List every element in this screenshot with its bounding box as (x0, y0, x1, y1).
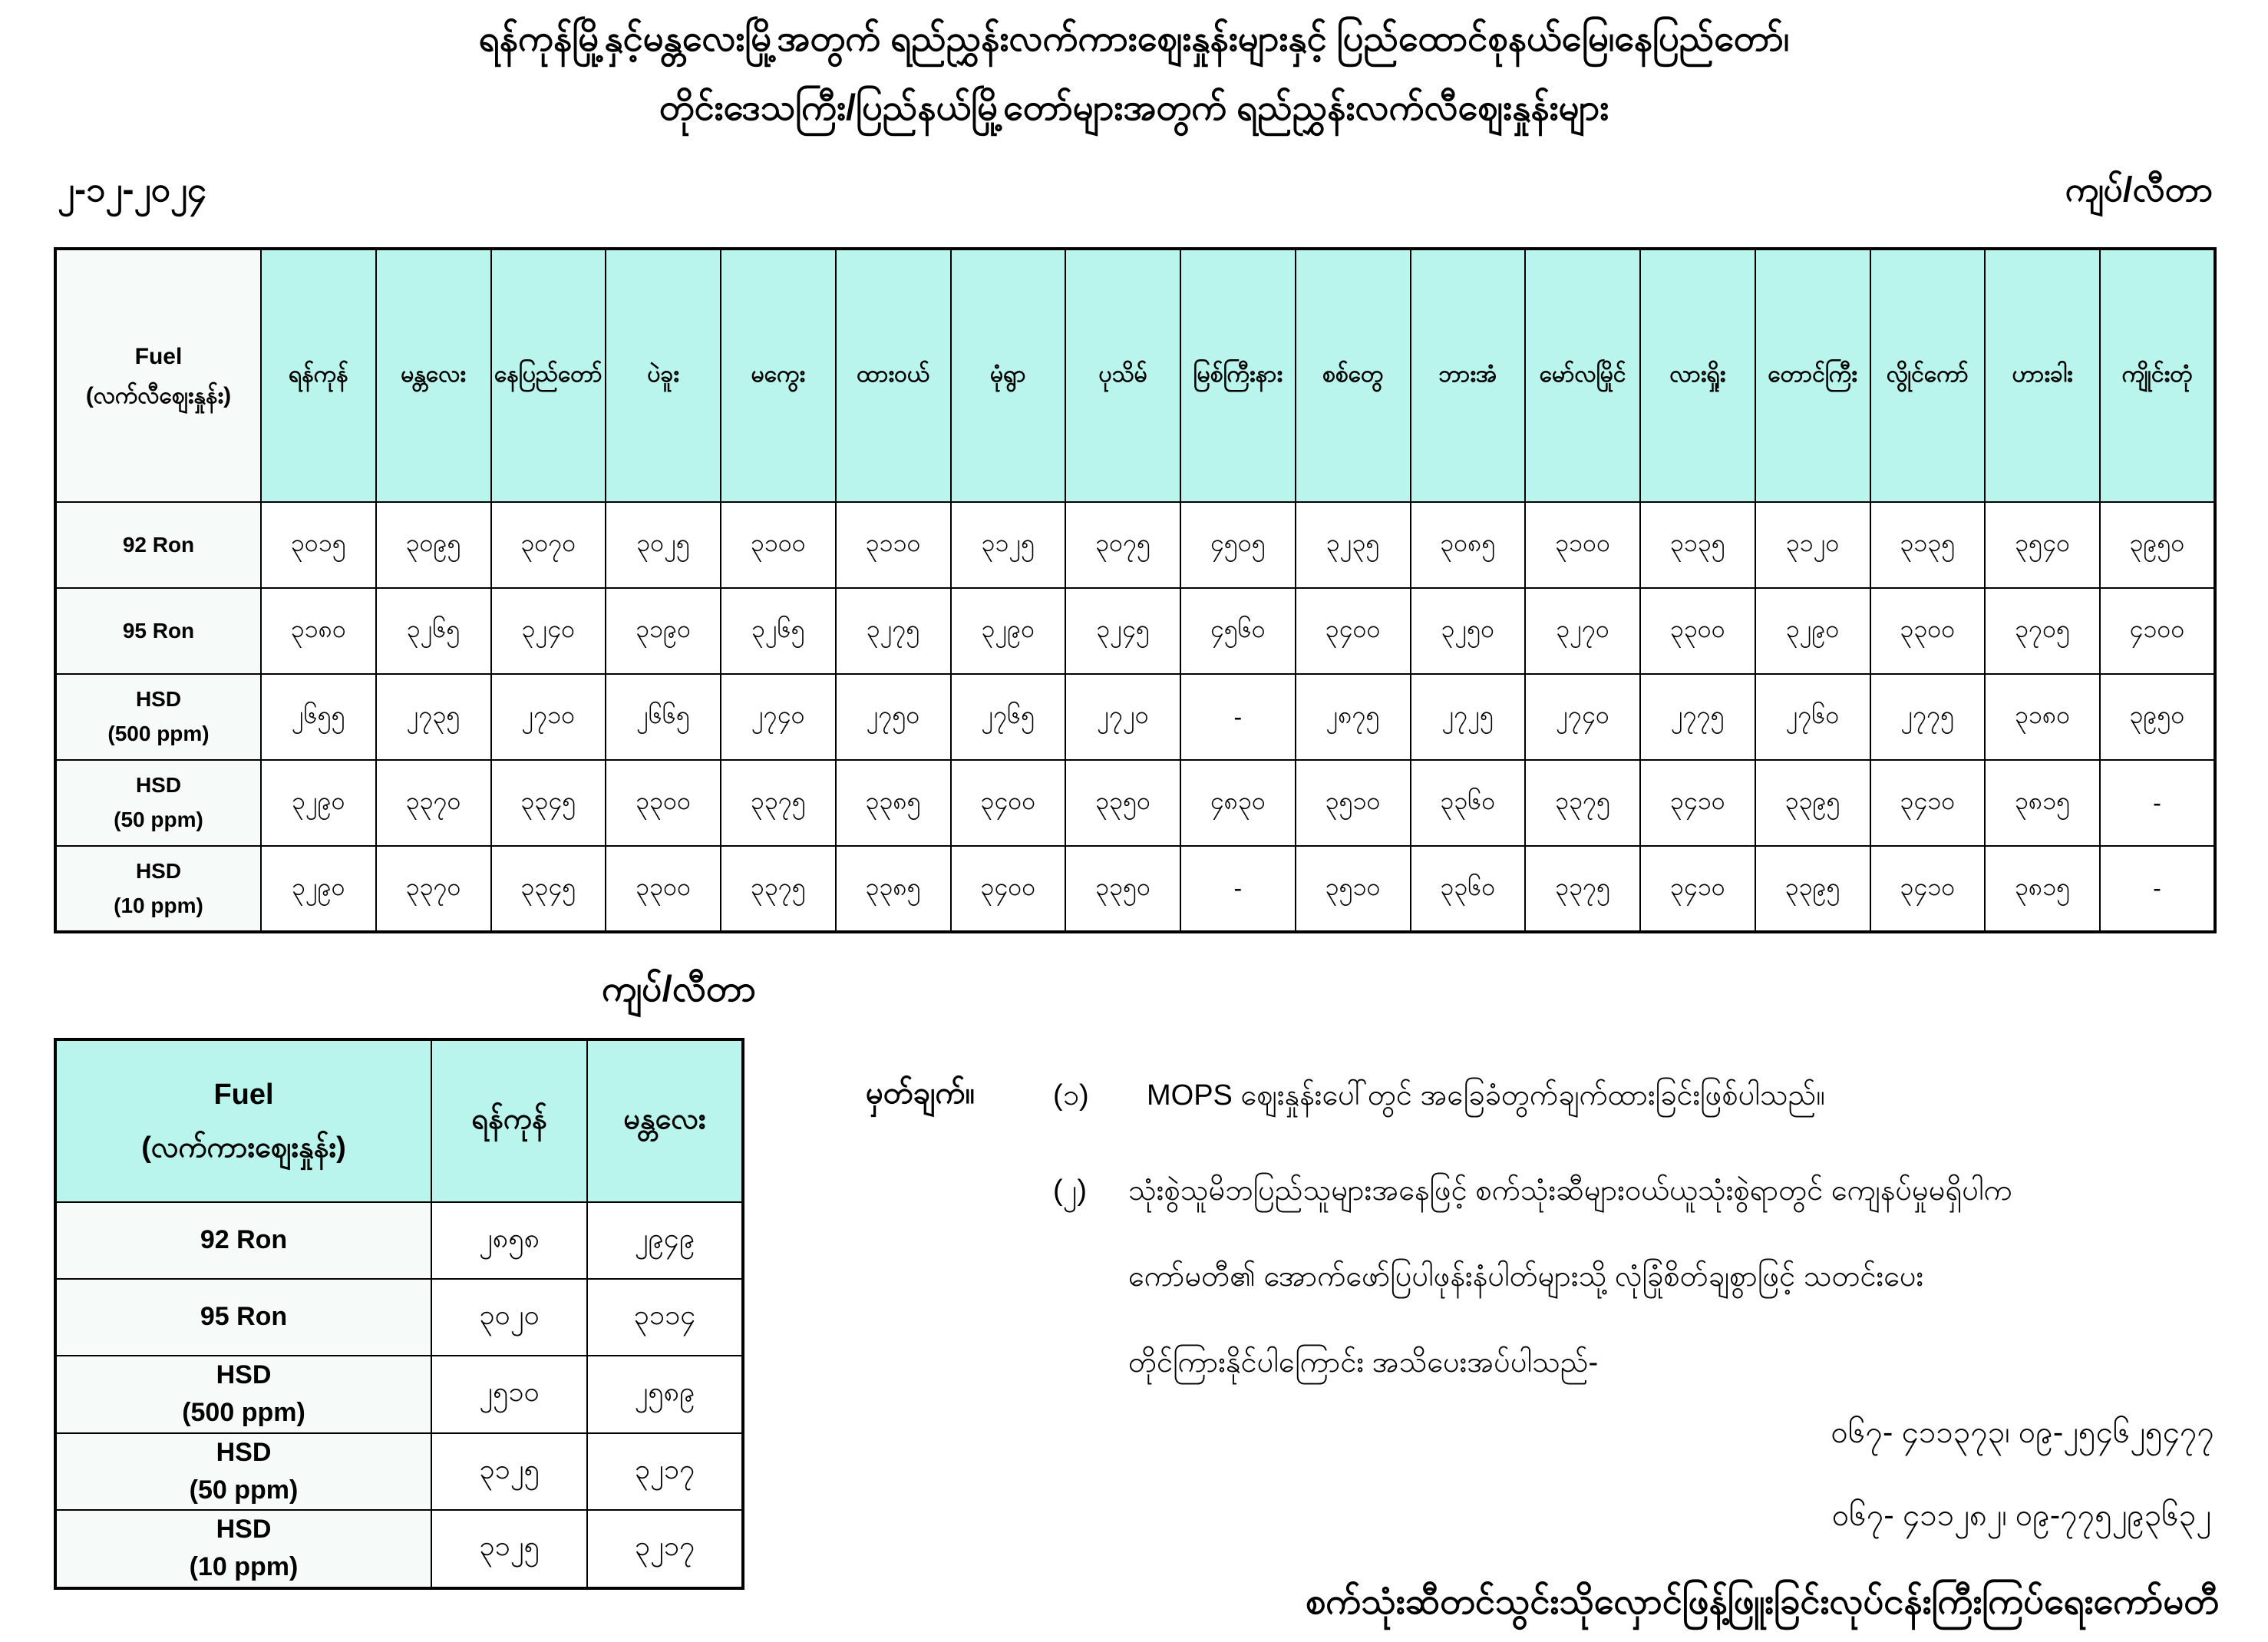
price-cell: ၃၂၉၀ (951, 588, 1066, 674)
city-column-header: မော်လမြိုင် (1525, 249, 1640, 502)
price-cell: ၃၅၁၀ (1296, 846, 1411, 932)
price-cell: ၃၀၈၅ (1411, 502, 1526, 588)
price-cell: ၃၀၂၀ (431, 1279, 587, 1356)
note-1-number: (၁) (1053, 1079, 1089, 1112)
contact-phone-line2: ၀၆၇- ၄၁၁၂၈၂၊ ၀၉-၇၇၅၂၉၃၆၃၂ (1831, 1498, 2211, 1532)
price-cell: ၃၅၄၀ (1985, 502, 2100, 588)
retail-table-body (55, 502, 2215, 932)
note-2-text-line1: သုံးစွဲသူမိဘပြည်သူများအနေဖြင့် စက်သုံးဆီများဝယ်ယူသုံးစွဲရာတွင် ကျေနပ်မှုမရှိပါက (1128, 1175, 2012, 1207)
price-cell: ၄၁၀၀ (2100, 588, 2215, 674)
price-cell: ၃၃၅၀ (1065, 846, 1180, 932)
price-cell: ၄၈၃၀ (1180, 760, 1296, 846)
price-cell: - (1180, 674, 1296, 760)
price-cell: ၃၁၈၀ (261, 588, 376, 674)
fuel-price-row (55, 674, 2215, 760)
price-cell: ၂၇၂၀ (1065, 674, 1180, 760)
price-cell: ၃၅၁၀ (1296, 760, 1411, 846)
price-cell: ၂၇၆၀ (1755, 674, 1870, 760)
price-cell: ၃၃၇၅ (1525, 846, 1640, 932)
notes-heading: မှတ်ချက်။ (866, 1076, 975, 1110)
price-cell: ၃၁၂၅ (431, 1433, 587, 1511)
fuel-column-header (55, 249, 261, 502)
city-column-header: ထားဝယ် (836, 249, 951, 502)
retail-price-table (54, 247, 2217, 933)
unit-label-kyat-per-liter: ကျပ်/လီတာ (2065, 170, 2213, 209)
fuel-header-en: Fuel (134, 343, 183, 369)
fuel-column-header (55, 1039, 431, 1202)
price-cell: ၂၇၇၅ (1870, 674, 1986, 760)
fuel-type-label: HSD (500 ppm) (55, 674, 261, 760)
fuel-price-row (55, 1202, 743, 1279)
price-cell: ၃၃၀၀ (1870, 588, 1986, 674)
price-cell: ၂၆၅၅ (261, 674, 376, 760)
price-cell: ၂၅၁၀ (431, 1356, 587, 1433)
fuel-type-label: 95 Ron (55, 588, 261, 674)
price-cell: ၃၃၇၅ (721, 846, 836, 932)
price-cell: ၃၁၀၀ (1525, 502, 1640, 588)
price-cell: ၃၀၇၀ (491, 502, 606, 588)
price-cell: ၃၂၆၅ (376, 588, 491, 674)
city-column-header: ဘားအံ (1411, 249, 1526, 502)
price-cell: ၃၃၄၅ (491, 846, 606, 932)
price-cell: ၃၃၈၅ (836, 760, 951, 846)
fuel-type-label: HSD (10 ppm) (55, 846, 261, 932)
price-cell: ၃၁၀၀ (721, 502, 836, 588)
fuel-price-row (55, 588, 2215, 674)
price-cell: ၃၂၄၅ (1065, 588, 1180, 674)
city-column-header: စစ်တွေ (1296, 249, 1411, 502)
fuel-header-mm: (လက်ကားဈေးနှုန်း) (141, 1131, 346, 1164)
price-cell: ၃၂၉၀ (261, 760, 376, 846)
note-2-number: (၂) (1053, 1175, 1087, 1207)
price-cell: ၃၃၄၅ (491, 760, 606, 846)
price-cell: ၂၆၆၅ (606, 674, 721, 760)
fuel-type-label: 92 Ron (55, 502, 261, 588)
city-column-header: ကျိုင်းတုံ (2100, 249, 2215, 502)
price-cell: ၃၃၆၀ (1411, 846, 1526, 932)
price-cell: ၃၀၇၅ (1065, 502, 1180, 588)
price-cell: ၂၅၈၉ (587, 1356, 743, 1433)
unit-label-kyat-per-liter: ကျပ်/လီတာ (602, 968, 756, 1009)
price-cell: ၃၄၁၀ (1870, 760, 1986, 846)
price-cell: ၂၈၇၅ (1296, 674, 1411, 760)
price-cell: ၃၈၁၅ (1985, 846, 2100, 932)
note-2-text-line3: တိုင်ကြားနိုင်ပါကြောင်း အသိပေးအပ်ပါသည်- (1128, 1346, 1599, 1379)
price-cell: ၂၇၅၀ (836, 674, 951, 760)
price-cell: ၃၄၀၀ (951, 846, 1066, 932)
price-cell: ၃၁၂၅ (951, 502, 1066, 588)
price-cell: ၄၅၆၀ (1180, 588, 1296, 674)
price-cell: ၃၃၀၀ (606, 846, 721, 932)
fuel-price-row (55, 760, 2215, 846)
price-cell: - (2100, 846, 2215, 932)
price-cell: ၃၃၇၅ (1525, 760, 1640, 846)
page-title-line1: ရန်ကုန်မြို့နှင့်မန္တလေးမြို့အတွက် ရည်ညွှန်းလက်ကားဈေးနှုန်းများနှင့် ပြည်ထောင်စုနယ်မြေ၊နေပြည်တော်၊ (478, 18, 1790, 58)
price-cell: ၃၄၁၀ (1640, 846, 1755, 932)
price-cell: ၃၀၂၅ (606, 502, 721, 588)
price-cell: ၃၃၀၀ (1640, 588, 1755, 674)
fuel-price-row (55, 1433, 743, 1511)
price-cell: ၂၇၆၅ (951, 674, 1066, 760)
contact-phone-line1: ၀၆၇- ၄၁၁၃၇၃၊ ၀၉-၂၅၄၆၂၅၄၇၇ (1831, 1416, 2214, 1449)
fuel-price-row (55, 502, 2215, 588)
price-cell: ၃၁၃၅ (1870, 502, 1986, 588)
price-cell: ၃၃၆၀ (1411, 760, 1526, 846)
wholesale-table-body (55, 1202, 743, 1588)
fuel-type-label: 92 Ron (55, 1202, 431, 1279)
price-cell: ၃၄၀၀ (951, 760, 1066, 846)
price-cell: ၃၃၇၀ (376, 760, 491, 846)
price-cell: ၄၅၀၅ (1180, 502, 1296, 588)
price-cell: ၃၂၁၇ (587, 1433, 743, 1511)
report-date: ၂-၁၂-၂၀၂၄ (58, 170, 207, 209)
fuel-type-label: HSD (10 ppm) (55, 1510, 431, 1588)
price-cell: ၃၈၁၅ (1985, 760, 2100, 846)
note-1-text: MOPS ဈေးနှုန်းပေါ်တွင် အခြေခံတွက်ချက်ထားခြင်းဖြစ်ပါသည်။ (1147, 1079, 1825, 1112)
price-cell: ၃၂၅၀ (1411, 588, 1526, 674)
fuel-type-label: HSD (500 ppm) (55, 1356, 431, 1433)
price-cell: ၃၀၉၅ (376, 502, 491, 588)
city-column-header: မန္တလေး (376, 249, 491, 502)
city-column-header: ရန်ကုန် (431, 1039, 587, 1202)
price-cell: - (1180, 846, 1296, 932)
price-cell: ၃၂၄၀ (491, 588, 606, 674)
fuel-type-label: HSD (50 ppm) (55, 760, 261, 846)
city-column-header: နေပြည်တော် (491, 249, 606, 502)
price-cell: ၃၁၈၀ (1985, 674, 2100, 760)
fuel-price-row (55, 1279, 743, 1356)
fuel-price-row (55, 846, 2215, 932)
committee-signature: စက်သုံးဆီတင်သွင်းသိုလှောင်ဖြန့်ဖြူးခြင်းလုပ်ငန်းကြီးကြပ်ရေးကော်မတီ (1305, 1581, 2219, 1621)
city-column-header: ဟားခါး (1985, 249, 2100, 502)
fuel-price-row (55, 1356, 743, 1433)
price-cell: ၃၀၁၅ (261, 502, 376, 588)
price-cell: ၃၄၁၀ (1870, 846, 1986, 932)
price-cell: ၂၇၃၅ (376, 674, 491, 760)
city-column-header: ပဲခူး (606, 249, 721, 502)
city-column-header: တောင်ကြီး (1755, 249, 1870, 502)
retail-table-header-row (55, 249, 2215, 502)
city-column-header: မြစ်ကြီးနား (1180, 249, 1296, 502)
city-column-header: မန္တလေး (587, 1039, 743, 1202)
fuel-price-row (55, 1510, 743, 1588)
price-cell: ၃၂၆၅ (721, 588, 836, 674)
wholesale-price-table (54, 1038, 744, 1590)
city-column-header: လားရှိုး (1640, 249, 1755, 502)
price-cell: ၃၁၃၅ (1640, 502, 1755, 588)
price-cell: ၃၁၂၅ (431, 1510, 587, 1588)
price-cell: ၃၃၀၀ (606, 760, 721, 846)
price-cell: ၃၁၁၀ (836, 502, 951, 588)
price-cell: ၃၃၈၅ (836, 846, 951, 932)
price-cell: ၃၃၇၀ (376, 846, 491, 932)
wholesale-table-header-row (55, 1039, 743, 1202)
fuel-type-label: HSD (50 ppm) (55, 1433, 431, 1511)
price-cell: ၂၈၅၈ (431, 1202, 587, 1279)
price-cell: ၃၉၅၀ (2100, 674, 2215, 760)
price-cell: ၃၉၅၀ (2100, 502, 2215, 588)
city-column-header: ပုသိမ် (1065, 249, 1180, 502)
price-cell: ၃၁၁၄ (587, 1279, 743, 1356)
price-cell: ၃၃၅၀ (1065, 760, 1180, 846)
price-cell: ၃၃၉၅ (1755, 760, 1870, 846)
price-cell: ၃၇၀၅ (1985, 588, 2100, 674)
city-column-header: မုံရွာ (951, 249, 1066, 502)
price-cell: ၃၂၉၀ (1755, 588, 1870, 674)
price-cell: ၃၂၁၇ (587, 1510, 743, 1588)
price-cell: ၂၇၄၀ (1525, 674, 1640, 760)
price-cell: ၃၃၇၅ (721, 760, 836, 846)
city-column-header: မကွေး (721, 249, 836, 502)
price-cell: ၂၇၂၅ (1411, 674, 1526, 760)
price-cell: ၃၄၀၀ (1296, 588, 1411, 674)
page-title-line2: တိုင်းဒေသကြီး/ပြည်နယ်မြို့တော်များအတွက် ရည်ညွှန်းလက်လီဈေးနှုန်းများ (659, 87, 1609, 127)
price-cell: ၃၃၉၅ (1755, 846, 1870, 932)
price-cell: ၃၂၇၀ (1525, 588, 1640, 674)
price-cell: ၂၇၄၀ (721, 674, 836, 760)
price-cell: ၃၂၇၅ (836, 588, 951, 674)
price-cell: ၃၁၉၀ (606, 588, 721, 674)
price-cell: ၃၄၁၀ (1640, 760, 1755, 846)
fuel-header-mm: (လက်လီဈေးနှုန်း) (85, 382, 232, 408)
price-cell: ၃၂၃၅ (1296, 502, 1411, 588)
fuel-type-label: 95 Ron (55, 1279, 431, 1356)
price-cell: - (2100, 760, 2215, 846)
city-column-header: လွိုင်ကော် (1870, 249, 1986, 502)
price-cell: ၃၂၉၀ (261, 846, 376, 932)
price-cell: ၂၇၁၀ (491, 674, 606, 760)
price-cell: ၃၁၂၀ (1755, 502, 1870, 588)
price-cell: ၂၉၄၉ (587, 1202, 743, 1279)
fuel-header-en: Fuel (213, 1079, 274, 1112)
city-column-header: ရန်ကုန် (261, 249, 376, 502)
price-cell: ၂၇၇၅ (1640, 674, 1755, 760)
note-2-text-line2: ကော်မတီ၏ အောက်ဖော်ပြပါဖုန်းနံပါတ်များသို့ လုံခြုံစိတ်ချစွာဖြင့် သတင်းပေး (1128, 1260, 1924, 1293)
